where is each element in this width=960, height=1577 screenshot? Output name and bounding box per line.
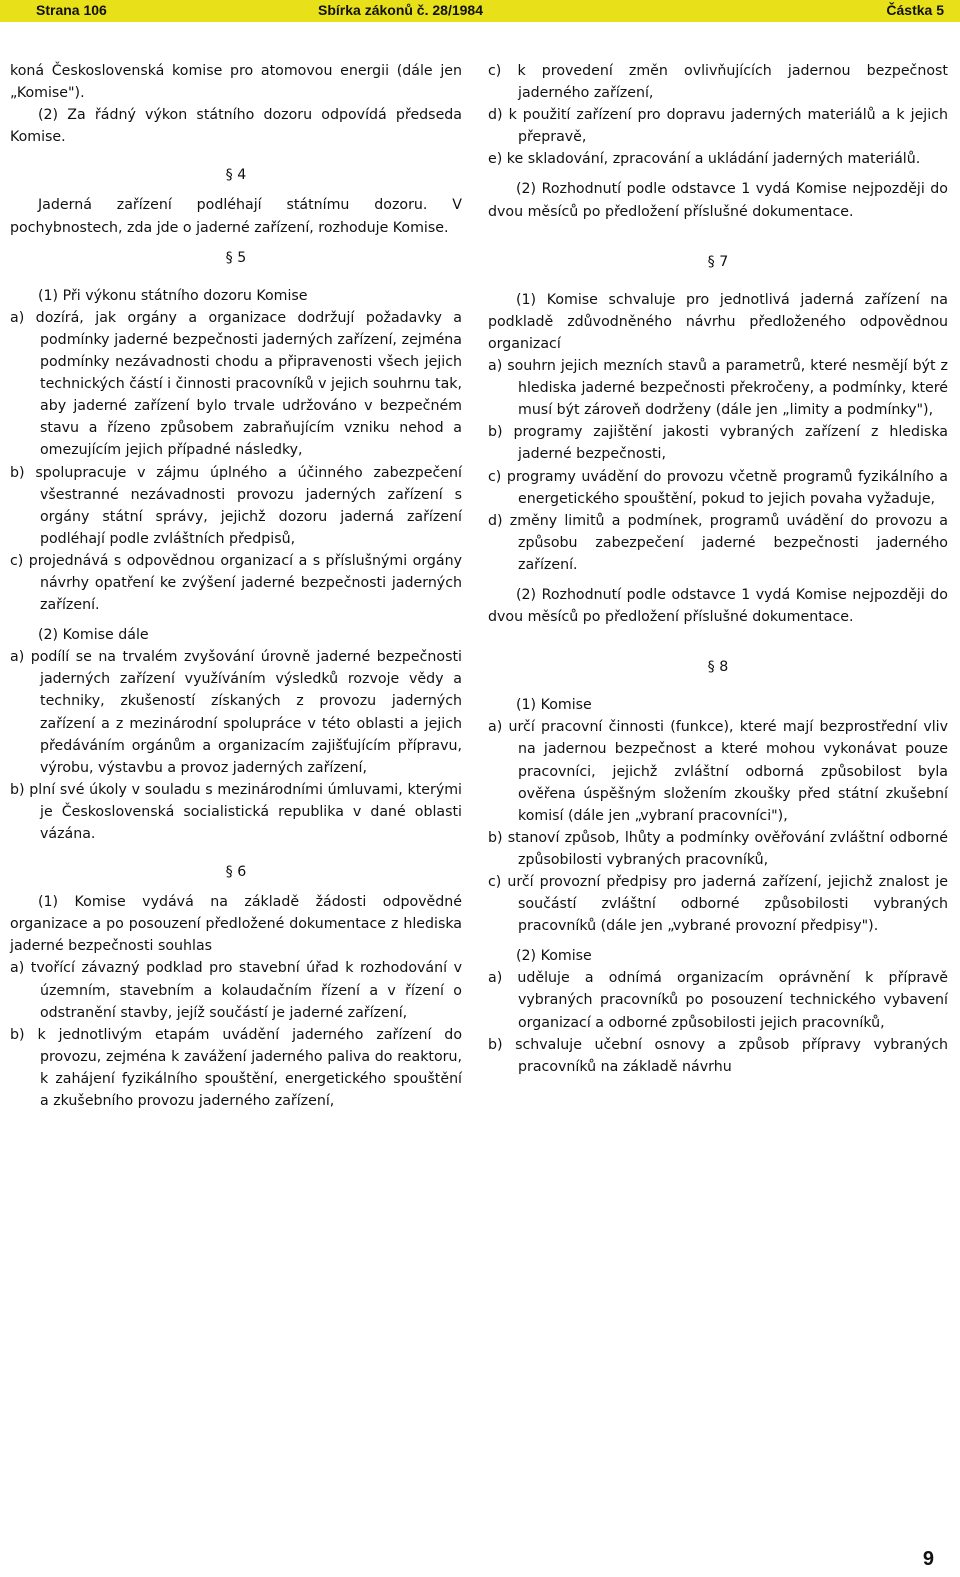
paragraph: (2) Komise	[516, 948, 592, 965]
part-label: Částka 5	[886, 2, 944, 18]
list-item: d) změny limitů a podmínek, programů uvádění do provozu a způsobu zabezpečení jaderné bezpečnosti jaderného zařízení.	[488, 512, 948, 573]
section-heading: § 7	[707, 253, 729, 270]
list-item: d) k použití zařízení pro dopravu jaderných materiálů a k jejich přepravě,	[488, 107, 948, 146]
section-heading: § 6	[225, 864, 247, 881]
paragraph: (2) Komise dále	[38, 627, 149, 644]
list-item: b) stanoví způsob, lhůty a podmínky ověřování zvláštní odborné způsobilosti vybraných pracovníků,	[488, 829, 948, 868]
list-item: a) tvořící závazný podklad pro stavební úřad k rozhodování v územním, stavebním a kolaudačním řízení a v řízení o odstranění stavby, jejíž součástí je jaderné zařízení,	[10, 960, 462, 1021]
list-item: a) dozírá, jak orgány a organizace dodržují požadavky a podmínky jaderné bezpečnosti jaderných zařízení, zejména podmínky nezávadnosti chodu a připravenosti všech jejich technických částí i činnosti pracovníků v jejich souhrnu tak, aby jaderné zařízení bylo trvale udržováno v bezpečném stavu a řízeno způsobem zabraňujícím vzniku nehod a omezujícím jejich případné následky,	[10, 309, 462, 459]
list-item: c) projednává s odpovědnou organizací a s příslušnými orgány návrhy opatření ke zvýšení jaderné bezpečnosti jaderných zařízení.	[10, 552, 462, 614]
list-item: b) spolupracuje v zájmu úplného a účinného zabezpečení všestranné nezávadnosti provozu jaderných zařízení s orgány státní správy, jejichž dozoru jaderná zařízení podléhají podle zvláštních předpisů,	[10, 464, 462, 547]
list-item: c) k provedení změn ovlivňujících jadernou bezpečnost jaderného zařízení,	[488, 63, 948, 102]
list-item: a) souhrn jejich mezních stavů a parametrů, které nesmějí být z hlediska jaderné bezpečnosti překročeny, a podmínky, které musí být zároveň dodrženy (dále jen „limity a podmínky"),	[488, 358, 948, 419]
list-item: a) podílí se na trvalém zvyšování úrovně jaderné bezpečnosti jaderných zařízení využíváním výsledků rozvoje vědy a techniky, zkušeností získaných z provozu jaderných zařízení a z mezinárodní spolupráce v této oblasti a jejich předáváním orgánům a organizacím zajišťujícím přípravu, výrobu, výstavbu a provoz jaderných zařízení,	[10, 649, 462, 776]
paragraph: (2) Rozhodnutí podle odstavce 1 vydá Komise nejpozději do dvou měsíců po předložení příslušné dokumentace.	[488, 586, 948, 626]
paragraph: Jaderná zařízení podléhají státnímu dozoru. V pochybnostech, zda jde o jaderné zařízení, rozhoduje Komise.	[10, 197, 462, 236]
list-item: a) uděluje a odnímá organizacím oprávnění k přípravě vybraných pracovníků po posouzení technického vybavení organizací a odborné způsobilosti jejich pracovníků,	[488, 970, 948, 1031]
paragraph: (2) Rozhodnutí podle odstavce 1 vydá Komise nejpozději do dvou měsíců po předložení příslušné dokumentace.	[488, 181, 948, 220]
page-header	[0, 0, 960, 22]
paragraph: (1) Komise vydává na základě žádosti odpovědné organizace a po posouzení předložené dokumentace z hlediska jaderné bezpečnosti souhlas	[10, 894, 462, 955]
list-item: c) programy uvádění do provozu včetně programů fyzikálního a energetického spouštění, pokud to jejich povaha vyžaduje,	[488, 468, 948, 507]
list-item: b) schvaluje učební osnovy a způsob přípravy vybraných pracovníků na základě návrhu	[488, 1036, 948, 1075]
list-item: e) ke skladování, zpracování a ukládání jaderných materiálů.	[488, 151, 921, 168]
section-heading: § 5	[225, 249, 247, 266]
paragraph: (1) Komise	[516, 697, 592, 714]
left-column	[10, 60, 462, 1112]
list-item: c) určí provozní předpisy pro jaderná zařízení, jejichž znalost je součástí zvláštní odborné způsobilosti vybraných pracovníků (dále jen „vybrané provozní předpisy").	[488, 874, 948, 935]
section-heading: § 8	[707, 659, 729, 676]
list-item: b) plní své úkoly v souladu s mezinárodními úmluvami, kterými je Československá socialistická republika v dané oblasti vázána.	[10, 781, 462, 842]
list-item: b) programy zajištění jakosti vybraných zařízení z hlediska jaderné bezpečnosti,	[488, 424, 948, 463]
section-heading: § 4	[225, 167, 247, 184]
paragraph: (2) Za řádný výkon státního dozoru odpovídá předseda Komise.	[10, 107, 462, 146]
collection-title: Sbírka zákonů č. 28/1984	[318, 2, 483, 18]
right-column	[488, 60, 948, 1078]
list-item: b) k jednotlivým etapám uvádění jaderného zařízení do provozu, zejména k zavážení jaderného paliva do reaktoru, k zahájení fyzikálního spouštění, energetického spouštění a zkušebního provozu jaderného zařízení,	[10, 1026, 462, 1110]
paragraph: (1) Komise schvaluje pro jednotlivá jaderná zařízení na podkladě zdůvodněného návrhu předloženého odpovědnou organizací	[488, 291, 948, 352]
list-item: a) určí pracovní činnosti (funkce), které mají bezprostřední vliv na jadernou bezpečnost a které mohou vykonávat pouze pracovníci, jejichž zvláštní odborná způsobilost byla ověřena úspěšným složením zkoušky před státní zkušební komisí (dále jen „vybraní pracovníci"),	[488, 719, 948, 824]
page-label: Strana 106	[36, 2, 107, 18]
paragraph: (1) Při výkonu státního dozoru Komise	[38, 287, 308, 304]
page-number: 9	[922, 1548, 934, 1570]
paragraph: koná Československá komise pro atomovou energii (dále jen „Komise").	[10, 63, 462, 102]
